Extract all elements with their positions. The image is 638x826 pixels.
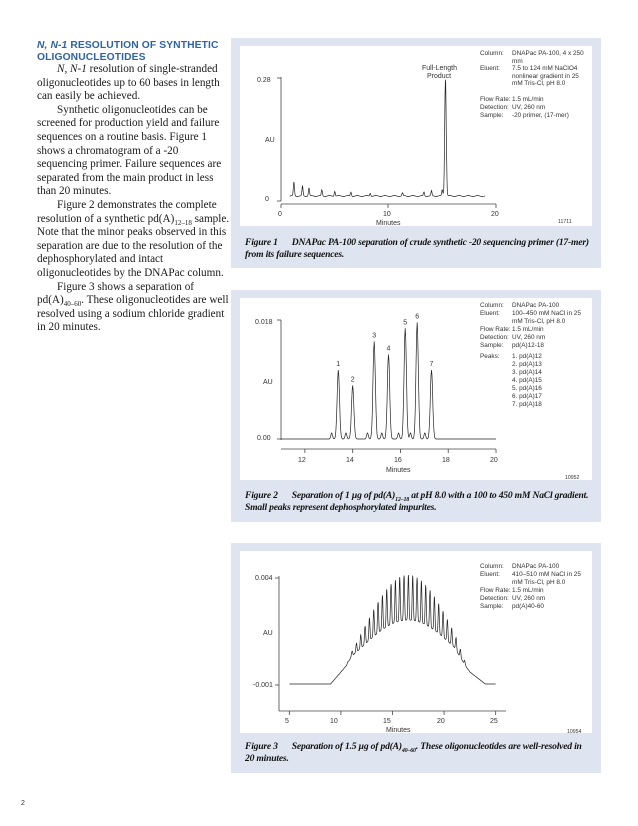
fig2-id: 10952	[565, 475, 580, 480]
fig2-ylabel: AU	[263, 379, 273, 386]
fig3-conditions: Column: DNAPac PA-100 Eluent: 410–510 mM NaCl in 25 mM Tris-Cl, pH 8.0 Flow Rate: 1.5 mL/min Detection: UV, 260 nm Sample: pd(A)40-60	[480, 563, 581, 610]
fig2-peak-label-2: 2	[350, 376, 355, 384]
fig3-xtick-15: 15	[383, 718, 391, 725]
figure-2-plot	[240, 298, 592, 480]
figure-2-caption: Figure 2 Separation of 1 µg of $pd(A)_{12-18}$ at pH 8.0 with a 100 to 450 mM NaCl gradient. Small peaks represent dephosphorylated impurites.	[245, 490, 589, 513]
fig1-id: 11711	[558, 219, 572, 225]
heading-italic: N, N-1	[37, 40, 68, 51]
fig2-xtick-20: 20	[490, 457, 498, 464]
fig1-xtick-10: 10	[383, 211, 391, 218]
paragraph-4: Figure 3 shows a separation of $pd(A)_{40-60}$. These oligonucleotides are well resolved using a sodium chloride gradient in 20 minutes.	[37, 280, 229, 334]
fig3-ytick-top: 0.004	[255, 575, 273, 582]
fig2-xlabel: Minutes	[386, 467, 411, 474]
fig2-conditions: Column: DNAPac PA-100 Eluent: 100–450 mM NaCl in 25 mM Tris-Cl, pH 8.0 Flow Rate: 1.5 mL/min Detection: UV, 260 nm Sample: pd(A)12-18 Peaks: 1. pd(A)12 2. pd(A)13 3. pd(A)14 4. pd(A)15 5. pd(A)16 6. pd(A)17 7. pd(A)18	[480, 302, 581, 408]
fig3-ytick-bottom: -0.001	[253, 682, 273, 689]
figure-2-panel	[231, 290, 601, 522]
fig2-ytick-top: 0.018	[255, 319, 273, 326]
fig2-peak-label-4: 4	[386, 345, 391, 353]
fig2-peak-label-7: 7	[429, 361, 434, 368]
figure-3-caption: Figure 3 Separation of 1.5 µg of $pd(A)_{40-60}$. These oligonucleotides are well-resolved in 20 minutes.	[245, 741, 582, 764]
fig2-trace	[281, 322, 496, 439]
fig3-xlabel: Minutes	[386, 727, 411, 733]
fig1-ylabel: AU	[265, 137, 275, 144]
fig3-xtick-20: 20	[437, 718, 445, 725]
figure-3-plot	[240, 551, 592, 733]
fig2-xtick-16: 16	[394, 457, 402, 464]
fig2-peak-label-3: 3	[372, 332, 377, 340]
fig1-ytick-zero: 0	[265, 196, 269, 203]
figure-1-caption: Figure 1 DNAPac PA-100 separation of crude synthetic -20 sequencing primer (17-mer) from its failure sequences.	[245, 237, 589, 260]
fig2-peak-label-6: 6	[415, 313, 420, 321]
fig2-xtick-12: 12	[298, 457, 306, 464]
fig2-xtick-14: 14	[346, 457, 354, 464]
fig3-ylabel: AU	[263, 630, 273, 637]
fig2-ytick-zero: 0.00	[257, 435, 271, 442]
paragraph-1: N, N-1 resolution of single-stranded oligonucleotides up to 60 bases in length can easily be achieved.	[37, 63, 220, 103]
fig3-xtick-5: 5	[285, 718, 289, 725]
paragraph-3: Figure 2 demonstrates the complete resolution of a synthetic $pd(A)_{12-18}$ sample. Note that the minor peaks observed in this separation are due to the resolution of the dephosphorylated and intact oligonucleotides by the DNAPac column.	[37, 198, 230, 279]
page-number: 2	[21, 800, 25, 807]
fig1-trace	[290, 80, 485, 197]
figure-3-panel	[231, 543, 601, 773]
fig1-annotation-1: Full-Length	[422, 65, 458, 72]
paragraph-2: Synthetic oligonucleotides can be screened for production yield and failure sequences on a routine basis. Figure 1 shows a chromatogram of a -20 sequencing primer. Failure sequences are separated from the main product in less than 20 minutes.	[37, 103, 222, 198]
fig1-annotation-2: Product	[427, 73, 452, 80]
section-heading	[37, 40, 227, 64]
fig3-trace	[289, 575, 495, 684]
fig2-xtick-18: 18	[442, 457, 450, 464]
fig1-xtick-20: 20	[491, 211, 499, 218]
fig3-xtick-25: 25	[490, 718, 498, 725]
figure-1-plot	[240, 46, 592, 226]
fig1-xtick-0: 0	[278, 211, 282, 218]
fig1-xlabel: Minutes	[376, 220, 401, 226]
figure-1-panel	[231, 38, 601, 268]
fig3-xtick-10: 10	[330, 718, 338, 725]
heading-rest: RESOLUTION OF SYNTHETIC OLIGONUCLEOTIDES	[37, 40, 219, 63]
fig1-conditions: Column: DNAPac PA-100, 4 x 250 mm Eluent: 7.5 to 124 mM NaClO4 nonlinear gradient in 25 mM Tris-Cl, pH 8.0 Flow Rate: 1.5 mL/min Detection: UV, 260 nm Sample: -20 primer, (17-mer)	[480, 50, 584, 119]
fig1-ytick-top: 0.28	[257, 77, 271, 84]
fig2-peak-label-1: 1	[336, 361, 341, 368]
body-text	[37, 63, 231, 335]
fig3-id: 10954	[567, 729, 582, 733]
fig2-peak-label-5: 5	[403, 319, 408, 327]
